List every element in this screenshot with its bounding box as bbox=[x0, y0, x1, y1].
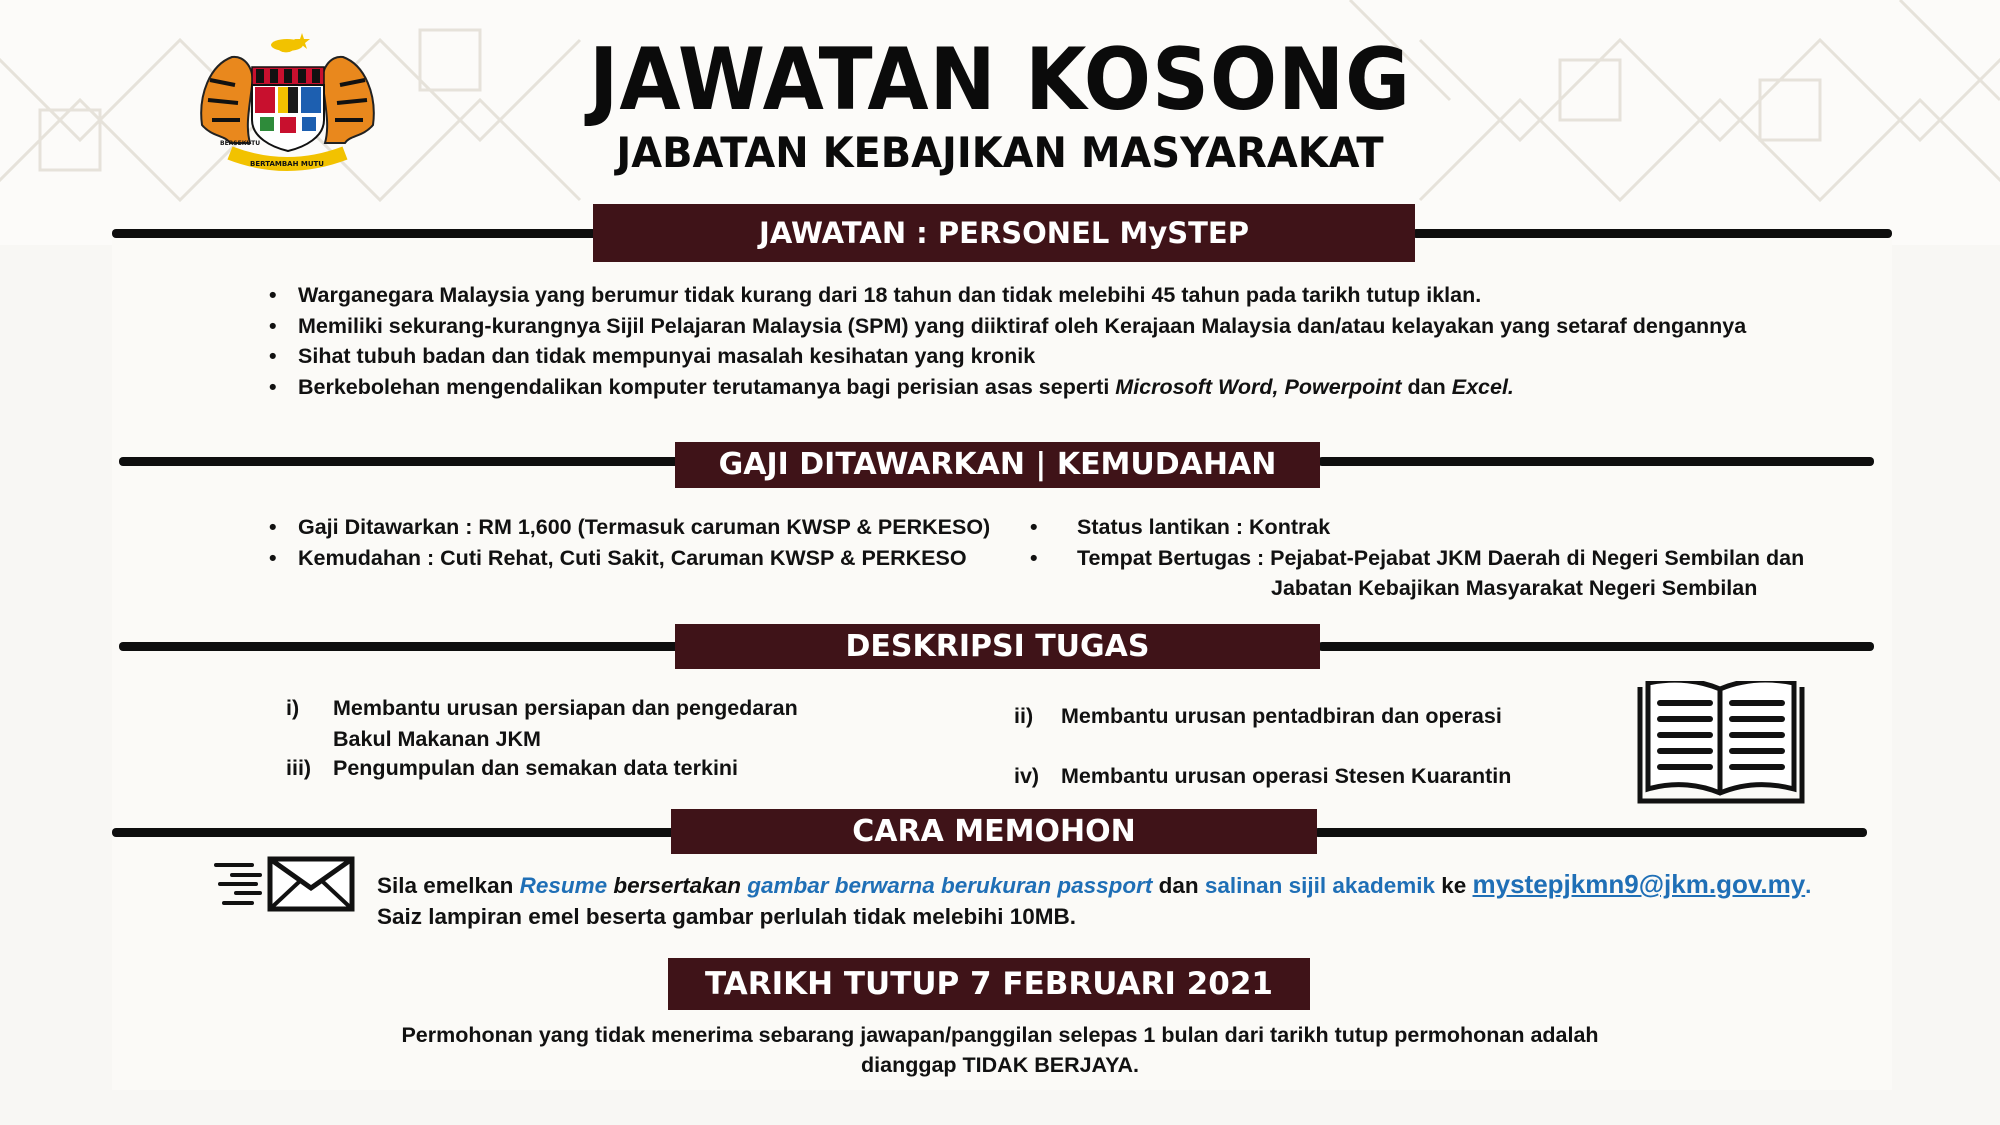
divider-right bbox=[1412, 229, 1892, 238]
crest-motto: BERTAMBAH MUTU bbox=[250, 160, 324, 168]
section-jawatan: JAWATAN : PERSONEL MySTEP bbox=[593, 204, 1415, 262]
list-item: • Tempat Bertugas : Pejabat-Pejabat JKM Daerah di Negeri Sembilan dan bbox=[1030, 543, 1804, 574]
closing-date-banner: TARIKH TUTUP 7 FEBRUARI 2021 bbox=[668, 958, 1310, 1010]
crest-motto-left: BERSEKUTU bbox=[220, 140, 261, 147]
email-link[interactable]: mystepjkmn9@jkm.gov.my bbox=[1472, 869, 1806, 899]
section-cara: CARA MEMOHON bbox=[671, 809, 1317, 854]
open-book-icon bbox=[1636, 681, 1806, 805]
list-item: • Sihat tubuh badan dan tidak mempunyai masalah kesihatan yang kronik bbox=[269, 341, 1746, 372]
divider-left bbox=[119, 642, 679, 651]
divider-right bbox=[1314, 828, 1867, 837]
list-item: • Status lantikan : Kontrak bbox=[1030, 512, 1804, 543]
benefits-list-left bbox=[269, 512, 990, 573]
list-item: • Berkebolehan mengendalikan komputer terutamanya bagi perisian asas seperti Microsoft Word, Powerpoint dan Excel. bbox=[269, 372, 1746, 403]
envelope-fast-icon bbox=[212, 855, 357, 913]
footer-note: Permohonan yang tidak menerima sebarang jawapan/panggilan selepas 1 bulan dari tarikh tutup permohonan adalah dianggap TIDAK BERJAYA. bbox=[401, 1023, 1599, 1077]
list-item-continuation: Jabatan Kebajikan Masyarakat Negeri Sembilan bbox=[1271, 576, 1758, 600]
section-gaji: GAJI DITAWARKAN | KEMUDAHAN bbox=[675, 442, 1320, 488]
page-title: JAWATAN KOSONG bbox=[588, 30, 1412, 130]
list-item: • Gaji Ditawarkan : RM 1,600 (Termasuk caruman KWSP & PERKESO) bbox=[269, 512, 990, 543]
apply-instructions: Sila emelkan Resume bersertakan gambar berwarna berukuran passport dan salinan sijil akademik ke mystepjkmn9@jkm.gov.my. Saiz lampiran emel beserta gambar perlulah tidak melebihi 10MB. bbox=[377, 869, 1812, 929]
benefits-list-right bbox=[1030, 512, 1804, 604]
divider-left bbox=[112, 229, 598, 238]
task-item: ii) Membantu urusan pentadbiran dan operasi bbox=[1014, 704, 1502, 728]
list-item: • Memiliki sekurang-kurangnya Sijil Pelajaran Malaysia (SPM) yang diiktiraf oleh Kerajaan Malaysia dan/atau kelayakan yang setaraf dengannya bbox=[269, 311, 1746, 342]
divider-right bbox=[1318, 642, 1874, 651]
task-item: i) Membantu urusan persiapan dan pengedaran Bakul Makanan JKM bbox=[286, 696, 798, 751]
attachment-note: Saiz lampiran emel beserta gambar perlulah tidak melebihi 10MB. bbox=[377, 904, 1076, 929]
requirements-list bbox=[269, 280, 1746, 402]
task-item: iii) Pengumpulan dan semakan data terkini bbox=[286, 756, 739, 780]
list-item: • Kemudahan : Cuti Rehat, Cuti Sakit, Caruman KWSP & PERKESO bbox=[269, 543, 990, 574]
divider-left bbox=[119, 457, 679, 466]
divider-left bbox=[112, 828, 675, 837]
page-subtitle: JABATAN KEBAJIKAN MASYARAKAT bbox=[616, 128, 1384, 177]
task-item: iv) Membantu urusan operasi Stesen Kuarantin bbox=[1014, 764, 1512, 788]
list-item: • Warganegara Malaysia yang berumur tidak kurang dari 18 tahun dan tidak melebihi 45 tahun pada tarikh tutup iklan. bbox=[269, 280, 1746, 311]
divider-right bbox=[1318, 457, 1874, 466]
section-deskripsi: DESKRIPSI TUGAS bbox=[675, 624, 1320, 669]
